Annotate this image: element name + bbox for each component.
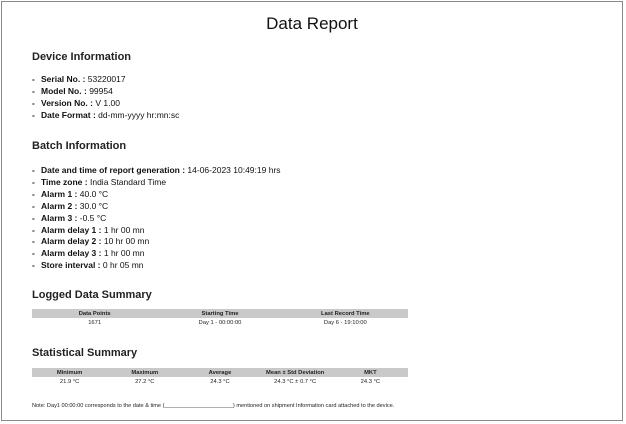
batch-item-alarm-delay-2: - Alarm delay 2 : 10 hr 00 mn <box>32 236 150 247</box>
table-cell: Day 1 - 00:00:00 <box>198 319 242 326</box>
table-cell: 24.3 °C <box>360 378 381 385</box>
table-cell: 27.2 °C <box>135 378 155 385</box>
table-header-cell: Starting Time <box>157 309 282 318</box>
batch-item-report-time: - Date and time of report generation : 14-06-2023 10:49:19 hrs <box>32 165 281 175</box>
table-cell: 24.3 °C ± 0.7 °C <box>274 378 317 385</box>
table-header-cell: Average <box>182 368 257 377</box>
table-header-cell: Minimum <box>32 368 107 377</box>
table-cell: 21.9 °C <box>59 378 80 385</box>
device-information-list <box>32 74 179 122</box>
batch-item-alarm-1: - Alarm 1 : 40.0 °C <box>32 188 109 199</box>
device-item-model: - Model No. : 99954 <box>32 85 113 96</box>
table-header-cell: Last Record Time <box>283 309 408 318</box>
device-item-version: - Version No. : V 1.00 <box>32 97 120 108</box>
table-header-row <box>32 368 408 377</box>
report-title: Data Report <box>266 14 358 33</box>
batch-item-alarm-2: - Alarm 2 : 30.0 °C <box>32 200 109 211</box>
footnote: Note: Day1 00:00:00 corresponds to the date & time (______________________) mentioned on shipment Information card attached to the device. <box>32 403 395 409</box>
batch-information-heading: Batch Information <box>32 140 127 152</box>
logged-data-summary-heading: Logged Data Summary <box>32 289 152 301</box>
table-header-cell: MKT <box>333 368 408 377</box>
statistical-summary-table <box>32 368 408 386</box>
batch-item-alarm-3: - Alarm 3 : -0.5 °C <box>32 212 107 223</box>
table-row <box>32 377 408 386</box>
batch-item-alarm-delay-3: - Alarm delay 3 : 1 hr 00 mn <box>32 248 145 259</box>
statistical-summary-heading: Statistical Summary <box>32 347 138 359</box>
batch-item-store-interval: - Store interval : 0 hr 05 mn <box>32 260 144 271</box>
table-cell: Day 6 - 19:10:00 <box>323 319 367 326</box>
report-page <box>1 1 623 421</box>
table-header-cell: Data Points <box>32 309 157 318</box>
table-row <box>32 318 408 327</box>
table-cell: 1671 <box>88 319 102 326</box>
table-header-cell: Maximum <box>107 368 182 377</box>
table-cell: 24.3 °C <box>210 378 230 385</box>
device-item-date-format: - Date Format : dd-mm-yyyy hr:mn:sc <box>32 109 180 120</box>
device-item-serial: - Serial No. : 53220017 <box>32 74 126 84</box>
batch-item-time-zone: - Time zone : India Standard Time <box>32 176 167 187</box>
table-header-cell: Mean ± Std Deviation <box>258 368 333 377</box>
logged-data-table <box>32 309 408 327</box>
batch-item-alarm-delay-1: - Alarm delay 1 : 1 hr 00 mn <box>32 224 145 235</box>
batch-information-list <box>32 165 281 272</box>
device-information-heading: Device Information <box>32 51 132 63</box>
table-header-row <box>32 309 408 318</box>
